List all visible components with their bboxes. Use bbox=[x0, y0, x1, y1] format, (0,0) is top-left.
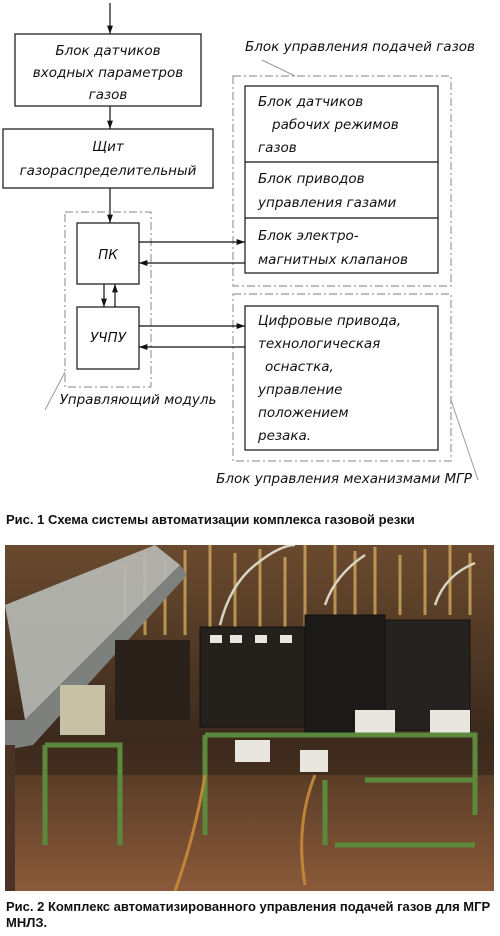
gas-supply-leader bbox=[262, 60, 295, 76]
digital-drives-label-6: резака. bbox=[258, 428, 312, 444]
figure-1-caption: Рис. 1 Схема системы автоматизации комплекса газовой резки bbox=[6, 512, 415, 527]
figure-2-caption: Рис. 2 Комплекс автоматизированного управления подачей газов для МГР МНЛЗ. bbox=[6, 899, 491, 930]
digital-drives-label-5: положением bbox=[258, 405, 349, 421]
equipment-photo bbox=[5, 545, 494, 891]
work-sensors-label-1: Блок датчиков bbox=[258, 94, 364, 110]
mgr-leader bbox=[451, 400, 478, 480]
input-sensors-label-2: входных параметров bbox=[32, 65, 184, 81]
digital-drives-label-3: оснастка, bbox=[265, 359, 334, 375]
digital-drives-label-2: технологическая bbox=[258, 336, 381, 352]
control-module-frame bbox=[65, 212, 151, 387]
pk-label: ПК bbox=[98, 247, 118, 263]
work-sensors-label-2: рабочих режимов bbox=[272, 117, 399, 133]
gas-supply-block-label: Блок управления подачей газов bbox=[245, 39, 475, 55]
valves-label-1: Блок электро- bbox=[258, 228, 359, 244]
valves-label-2: магнитных клапанов bbox=[258, 252, 408, 268]
gas-drives-label-2: управления газами bbox=[258, 195, 397, 211]
gas-shield-box bbox=[3, 129, 213, 188]
mgr-block-label: Блок управления механизмами МГР bbox=[216, 471, 472, 487]
input-sensors-label-1: Блок датчиков bbox=[55, 43, 161, 59]
gas-shield-label-2: газораспределительный bbox=[19, 163, 197, 179]
gas-shield-label-1: Щит bbox=[92, 139, 124, 155]
gas-control-complex-photo bbox=[5, 545, 494, 891]
uchpu-label: УЧПУ bbox=[90, 330, 126, 346]
input-sensors-label-3: газов bbox=[88, 87, 128, 103]
control-module-label: Управляющий модуль bbox=[59, 392, 217, 408]
digital-drives-label-1: Цифровые привода, bbox=[258, 313, 402, 329]
gas-drives-label-1: Блок приводов bbox=[258, 171, 365, 187]
digital-drives-label-4: управление bbox=[258, 382, 343, 398]
work-sensors-label-3: газов bbox=[258, 140, 297, 156]
